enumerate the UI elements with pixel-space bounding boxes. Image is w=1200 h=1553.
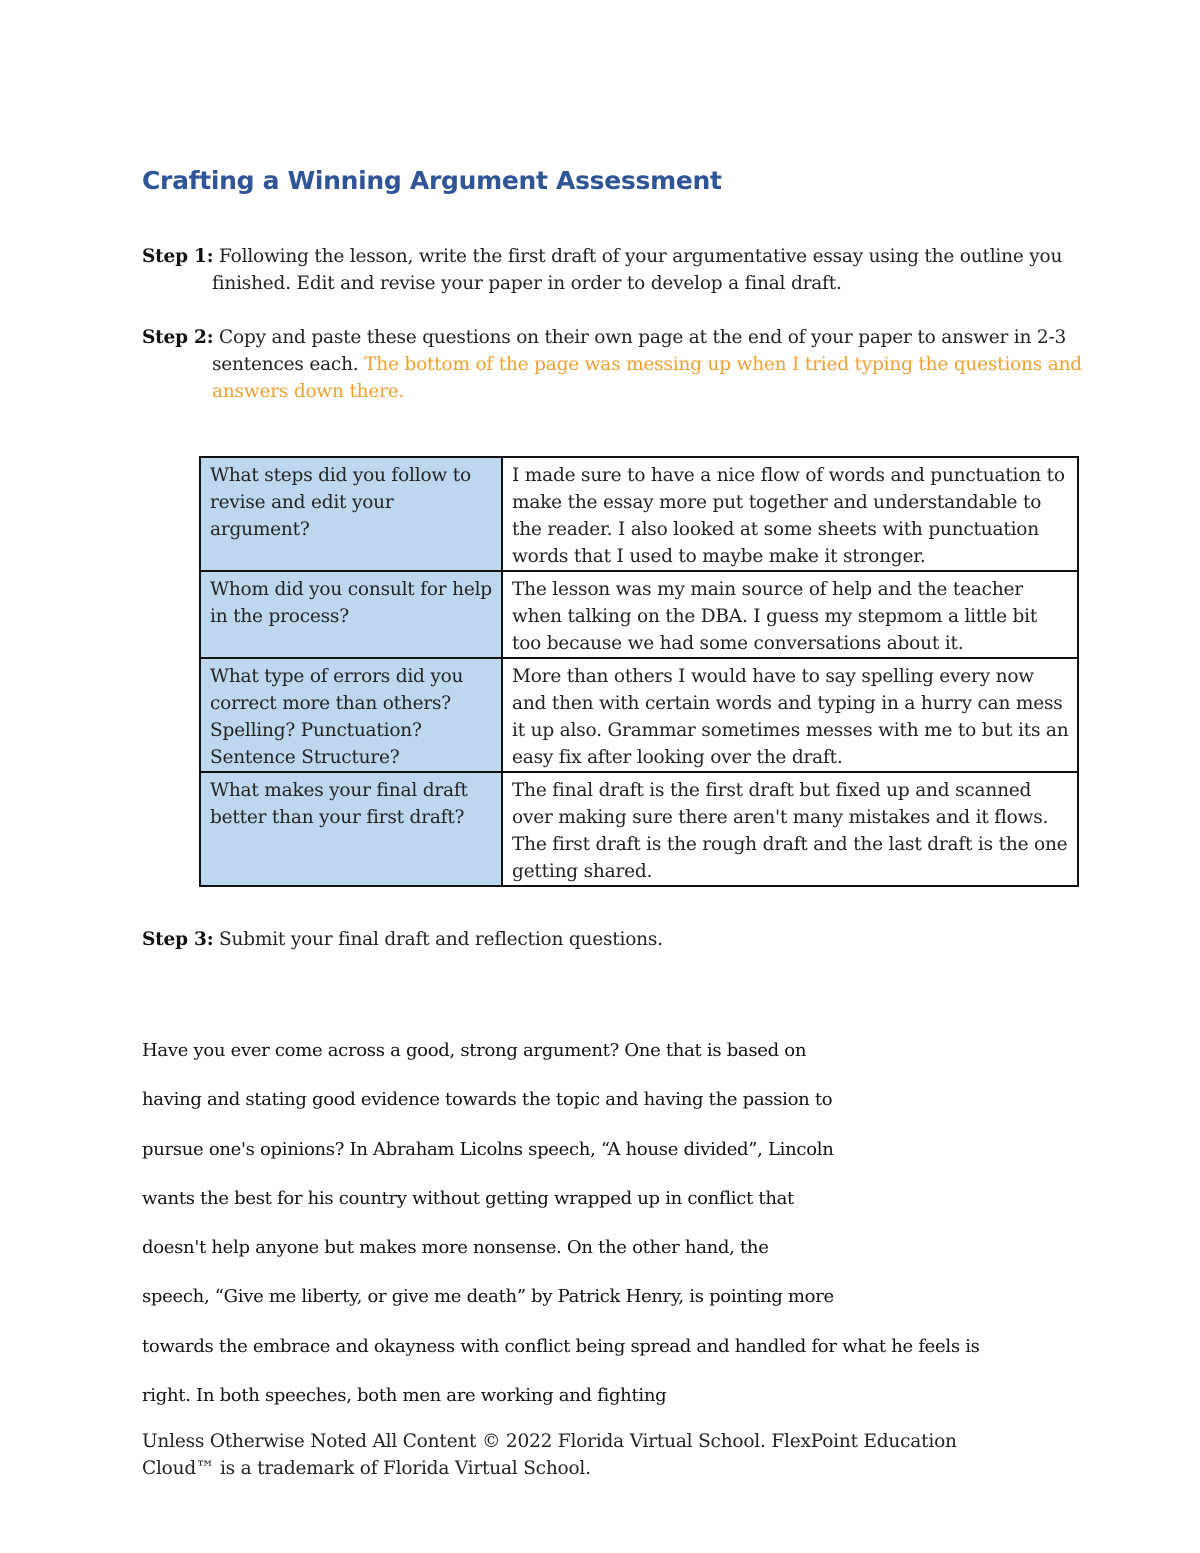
step-2 [142, 324, 1142, 405]
reflection-table [199, 456, 1079, 887]
answer-cell: I made sure to have a nice flow of words and punctuation to make the essay more put together and understandable to the reader. I also looked at some sheets with punctuation words that I used to maybe make it stronger. [502, 457, 1078, 571]
essay-line: right. In both speeches, both men are working and fighting [142, 1385, 667, 1407]
essay-body [142, 1032, 1082, 1426]
table-row [200, 457, 1078, 571]
step-2-text: Copy and paste these questions on their own page at the end of your paper to answer in 2-3 sentences each. [212, 327, 1067, 375]
essay-line: wants the best for his country without getting wrapped up in conflict that [142, 1187, 794, 1209]
question-cell: What type of errors did you correct more than others? Spelling? Punctuation? Sentence Structure? [200, 658, 502, 772]
step-3 [142, 926, 1142, 953]
step-1-text: Following the lesson, write the first draft of your argumentative essay using the outline you finished. Edit and revise your paper in order to develop a final draft. [212, 246, 1063, 294]
step-2-label: Step 2: [142, 327, 214, 348]
step-3-text: Submit your final draft and reflection questions. [219, 929, 663, 950]
answer-cell: The final draft is the first draft but fixed up and scanned over making sure there aren't many mistakes and it flows. The first draft is the rough draft and the last draft is the one getting shared. [502, 772, 1078, 886]
copyright-footer: Unless Otherwise Noted All Content © 2022 Florida Virtual School. FlexPoint Education Cloud™ is a trademark of Florida Virtual School. [142, 1431, 957, 1479]
answer-cell: The lesson was my main source of help and the teacher when talking on the DBA. I guess my stepmom a little bit too because we had some conversations about it. [502, 571, 1078, 658]
table-row [200, 772, 1078, 886]
step-1 [142, 243, 1142, 297]
essay-line: Have you ever come across a good, strong argument? One that is based on [142, 1040, 807, 1061]
question-cell: What makes your final draft better than your first draft? [200, 772, 502, 886]
step-2-note: The bottom of the page was messing up when I tried typing the questions and answers down there. [212, 354, 1082, 402]
essay-line: towards the embrace and okayness with conflict being spread and handled for what he feels is [142, 1335, 980, 1357]
essay-line: having and stating good evidence towards the topic and having the passion to [142, 1089, 833, 1111]
answer-cell: More than others I would have to say spelling every now and then with certain words and typing in a hurry can mess it up also. Grammar sometimes messes with me to but its an easy fix after looking over the draft. [502, 658, 1078, 772]
essay-line: pursue one's opinions? In Abraham Licolns speech, “A house divided”, Lincoln [142, 1138, 834, 1160]
table-row [200, 658, 1078, 772]
question-cell: Whom did you consult for help in the process? [200, 571, 502, 658]
essay-line: speech, “Give me liberty, or give me death” by Patrick Henry, is pointing more [142, 1286, 834, 1308]
question-cell: What steps did you follow to revise and edit your argument? [200, 457, 502, 571]
table-row [200, 571, 1078, 658]
step-1-label: Step 1: [142, 246, 214, 267]
step-3-label: Step 3: [142, 929, 214, 950]
page-title: Crafting a Winning Argument Assessment [142, 166, 722, 195]
essay-line: doesn't help anyone but makes more nonsense. On the other hand, the [142, 1237, 769, 1259]
